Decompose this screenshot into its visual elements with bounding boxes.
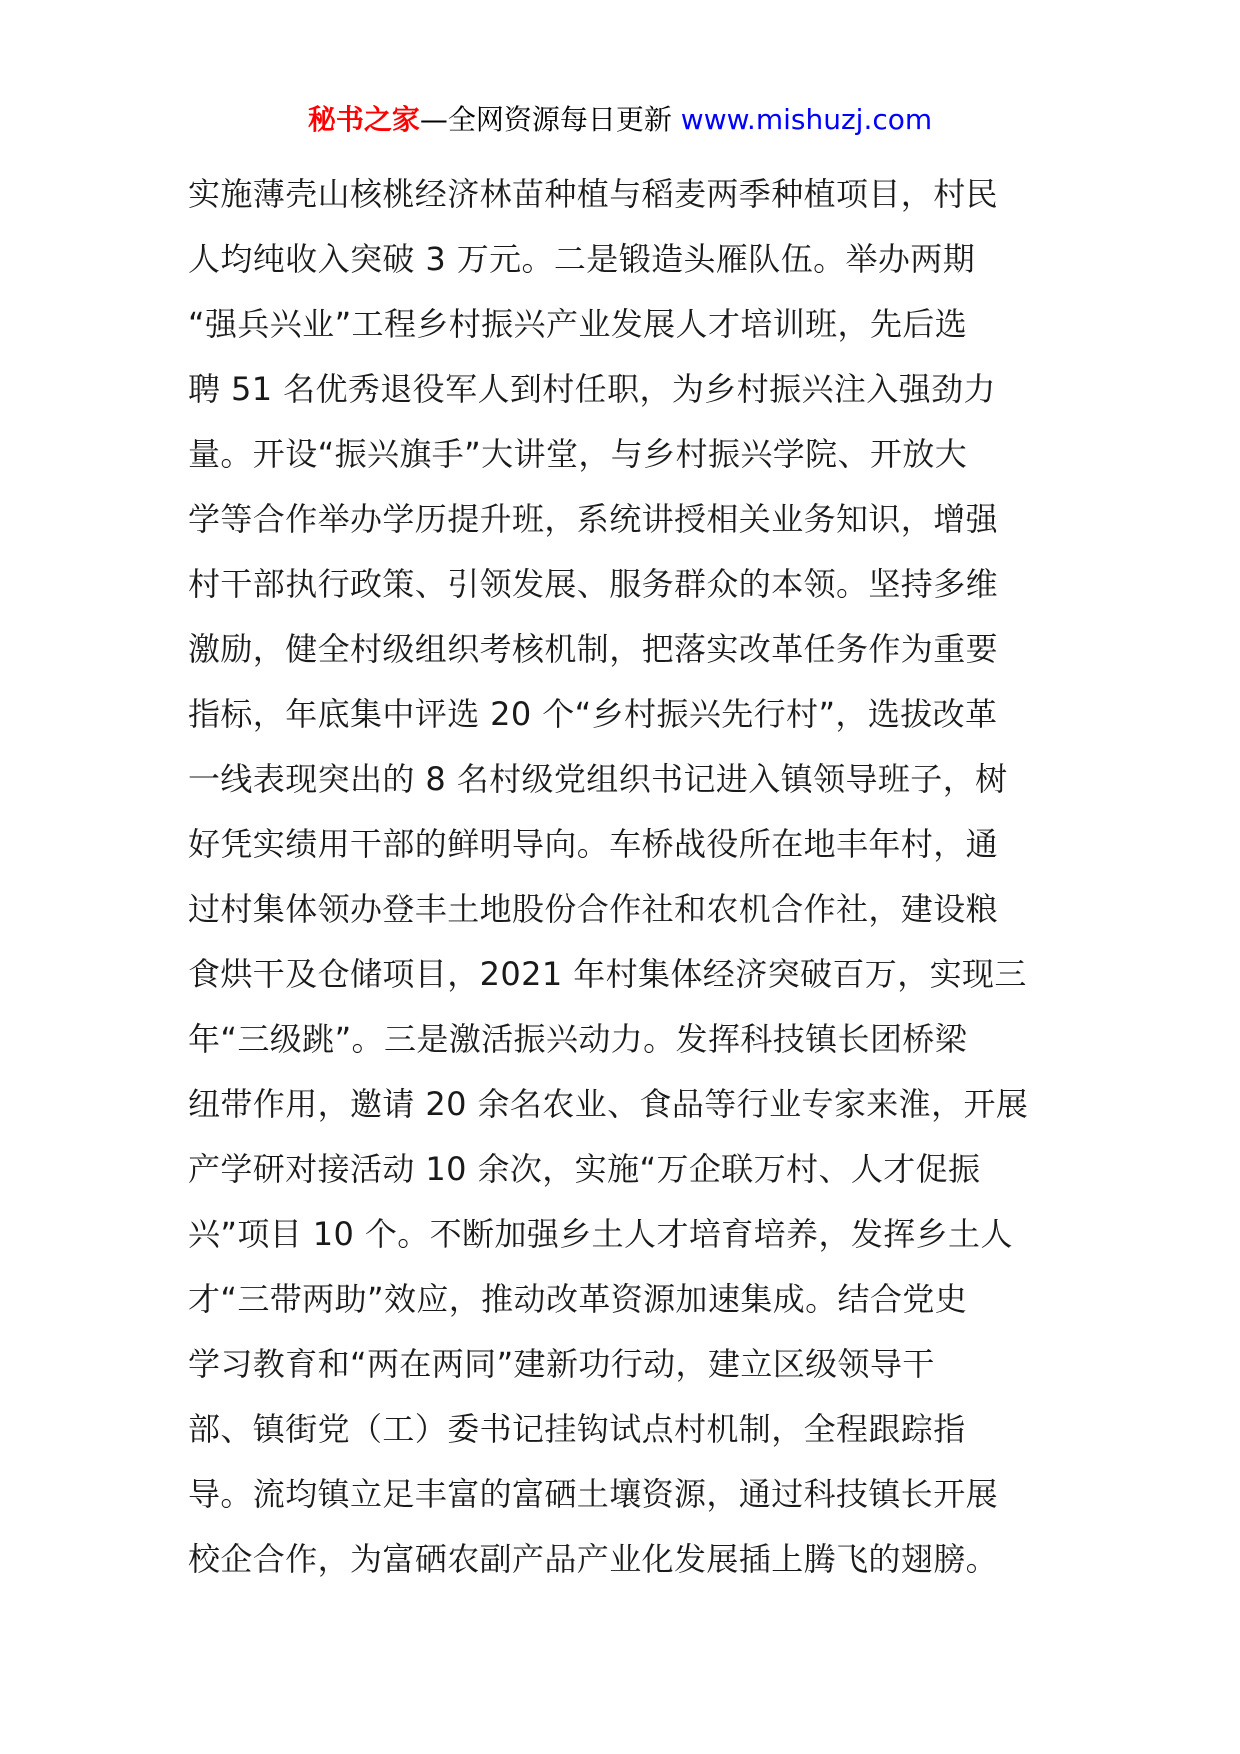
text-line: 纽带作用，邀请 20 余名农业、食品等行业专家来淮，开展 [188,1085,1029,1123]
text-line: 量。开设“振兴旗手”大讲堂，与乡村振兴学院、开放大 [188,435,968,473]
text-line: 人均纯收入突破 3 万元。二是锻造头雁队伍。举办两期 [188,240,976,278]
text-line: “强兵兴业”工程乡村振兴产业发展人才培训班，先后选 [188,305,968,343]
header-tagline: —全网资源每日更新 [419,103,672,136]
text-line: 食烘干及仓储项目，2021 年村集体经济突破百万，实现三 [188,955,1027,993]
text-line: 一线表现突出的 8 名村级党组织书记进入镇领导班子，树 [188,760,1008,798]
text-line: 指标，年底集中评选 20 个“乡村振兴先行村”，选拔改革 [188,695,998,733]
text-line: 好凭实绩用干部的鲜明导向。车桥战役所在地丰年村，通 [188,825,999,863]
text-line: 年“三级跳”。三是激活振兴动力。发挥科技镇长团桥梁 [188,1020,968,1058]
text-line: 部、镇街党（工）委书记挂钩试点村机制，全程跟踪指 [188,1410,966,1448]
text-line: 校企合作，为富硒农副产品产业化发展插上腾飞的翅膀。 [188,1540,999,1578]
text-line: 才“三带两助”效应，推动改革资源加速集成。结合党史 [188,1280,968,1318]
text-line: 激励，健全村级组织考核机制，把落实改革任务作为重要 [188,630,999,668]
text-line: 产学研对接活动 10 余次，实施“万企联万村、人才促振 [188,1150,981,1188]
text-line: 过村集体领办登丰土地股份合作社和农机合作社，建设粮 [188,890,999,928]
text-line: 学习教育和“两在两同”建新功行动，建立区级领导干 [188,1345,935,1383]
page-header [0,100,1240,140]
text-line: 学等合作举办学历提升班，系统讲授相关业务知识，增强 [188,500,999,538]
header-url-link[interactable]: www.mishuzj.com [680,103,933,136]
text-line: 村干部执行政策、引领发展、服务群众的本领。坚持多维 [188,565,999,603]
text-line: 聘 51 名优秀退役军人到村任职，为乡村振兴注入强劲力 [188,370,996,408]
header-brand: 秘书之家 [307,103,420,136]
body-paragraph [188,162,1068,1592]
text-line: 导。流均镇立足丰富的富硒土壤资源，通过科技镇长开展 [188,1475,999,1513]
text-line: 实施薄壳山核桃经济林苗种植与稻麦两季种植项目，村民 [188,175,999,213]
text-line: 兴”项目 10 个。不断加强乡土人才培育培养，发挥乡土人 [188,1215,1013,1253]
